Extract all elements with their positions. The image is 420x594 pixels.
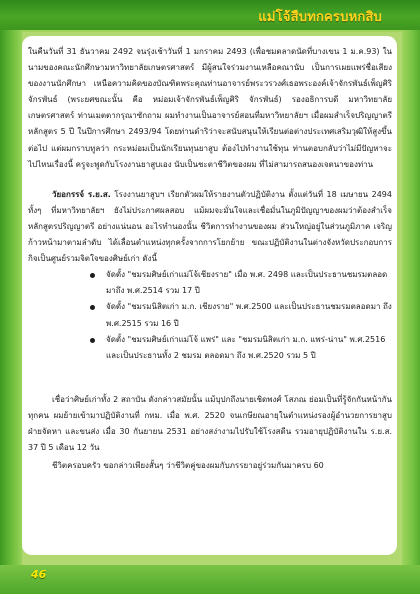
club-list	[88, 267, 392, 364]
header-band	[0, 0, 420, 32]
list-item-text: จัดตั้ง "ชมรมศิษย์เก่าแม่โจ้เชียงราย" เมื่อ พ.ศ. 2498 และเป็นประธานชมรมตลอดมาถึง พ.ศ.2514 รวม 17 ปี	[106, 270, 388, 296]
bullet-icon	[90, 273, 95, 278]
paragraph-2-body: โรงงานยาสูบฯ เรียกตัวผมให้รายงานตัวปฏิบัติงาน ตั้งแต่วันที่ 18 เมษายน 2494 ทั้งๆ ที่มหาวิทยาลัยฯ ยังไม่ประกาศผลสอบ แม้ผมจะมั่นใจและเชื่อมั่นในภูมิปัญญาของผมว่าต้องสำเร็จ หลักสูตรปริญญาตรี อย่างแน่นอน อะไรทำนองนั้น ชีวิตการทำงานของผม ส่วนใหญ่อยู่ในส่วนภูมิภาค เจริญก้าวหน้ามาตามลำดับ ได้เลื่อนตำแหน่งทุกครั้งจากการโยกย้าย ขณะปฏิบัติงานในต่างจังหวัดประกอบการกิจเป็นศูนย์รวมจิตใจของศิษย์เก่า ดังนี้	[28, 189, 392, 264]
list-item	[88, 267, 392, 299]
list-item	[88, 332, 392, 364]
page-number: 46	[31, 568, 47, 581]
paragraph-3: เชื่อว่าศิษย์เก่าทั้ง 2 สถาบัน ดังกล่าวสมัยนั้น แม้บุปกถึงนายเชิดพงศ์ โสภณ ย่อมเป็นที่รู้จักกันหน้ากันทุกคน ผมย้ายเข้ามาปฏิบัติงานที่ กทม. เมื่อ พ.ศ. 2520 จนเกษียณอายุในตำแหน่งรองผู้อำนวยการยาสูบ ฝ่ายจัดหา และขนส่ง เมื่อ 30 กันยายน 2531 อย่างสง่างามไปรับใช้โรงสดีน รวมอายุปฏิบัติงานใน ร.ย.ส. 37 ปี 5 เดือน 12 วัน	[28, 394, 392, 453]
paragraph-4: ชีวิตครอบครัว ขอกล่าวเพียงสั้นๆ ว่าชีวิตคู่ของผมกับภรรยาอยู่ร่วมกันมาครบ 60	[52, 461, 324, 471]
paragraph-2-lead: วัยอกรรจ์ ร.ย.ส.	[52, 189, 111, 199]
list-item-text: จัดตั้ง "ชมรมนิสิตเก่า ม.ก. เชียงราย" พ.ศ.2500 และเป็นประธานชมรมตลอดมา ถึง พ.ศ.2515 รวม 16 ปี	[106, 302, 392, 328]
paragraph-1: ในคืนวันที่ 31 ธันวาคม 2492 จนรุ่งเช้าวันที่ 1 มกราคม 2493 (เพื่อชมตลาดนัดที่บางเขน 1 ม.ค.93) ในนามของคณะนักศึกษามหาวิทยาลัยเกษตรศาสตร์ มีผู้สนใจร่วมงานเหลือคณานับ เป็นการเผยแพร่ชื่อเสียงของงานนักศึกษา เหนือความคิดของบัณฑิตพระคุณท่านอาจารย์พระวรวงศ์เธอพระองค์เจ้าจักรพันธ์เพ็ญศิริ จักรพันธ์ (พระยศขณะนั้น คือ หม่อมเจ้าจักรพันธ์เพ็ญศิริ จักรพันธ์) รองอธิการบดี มหาวิทยาลัยเกษตรศาสตร์ ท่านเมตตากรุณาซักถาม ผมทำงานเป็นอาจารย์สอนที่มหาวิทยาลัยฯ เมื่อผมสำเร็จปริญญาตรีหลักสูตร 5 ปี ในปีการศึกษา 2493/94 โดยท่านดำริว่าจะสนับสนุนให้เรียนต่อต่างประเทศเสริมวุฒิให้สูงขึ้นต่อไป แต่ผมกราบทูลว่า กระหม่อมเป็นนักเรียนทุนยาสูบ ต้องไปทำงานใช้ทุน ท่านตอบกลับว่าไม่มีปัญหาจะไปไหนเรื่องนี้ ครูจะพูดกับโรงงานยาสูบเอง นับเป็นชะตาชีวิตของผม ที่ไม่สามารถสนองเจตนาของท่าน	[28, 47, 392, 169]
page-header-title: แม่โจ้สืบทกครบหกสิบ	[258, 10, 382, 25]
left-decorative-strip	[0, 30, 22, 594]
bottom-decorative-strip	[0, 565, 420, 594]
paragraph-2	[28, 187, 392, 267]
list-item-text: จัดตั้ง "ชมรมศิษย์เก่าแม่โจ้ แพร่" และ "ชมรมนิสิตเก่า ม.ก. แพร่-น่าน" พ.ศ.2516 และเป็นประธานทั้ง 2 ชมรม ตลอดมา ถึง พ.ศ.2520 รวม 5 ปี	[106, 334, 386, 360]
bullet-icon	[90, 305, 95, 310]
right-decorative-strip	[402, 30, 420, 594]
list-item	[88, 299, 392, 331]
bullet-icon	[90, 338, 95, 343]
article-body	[28, 44, 392, 474]
